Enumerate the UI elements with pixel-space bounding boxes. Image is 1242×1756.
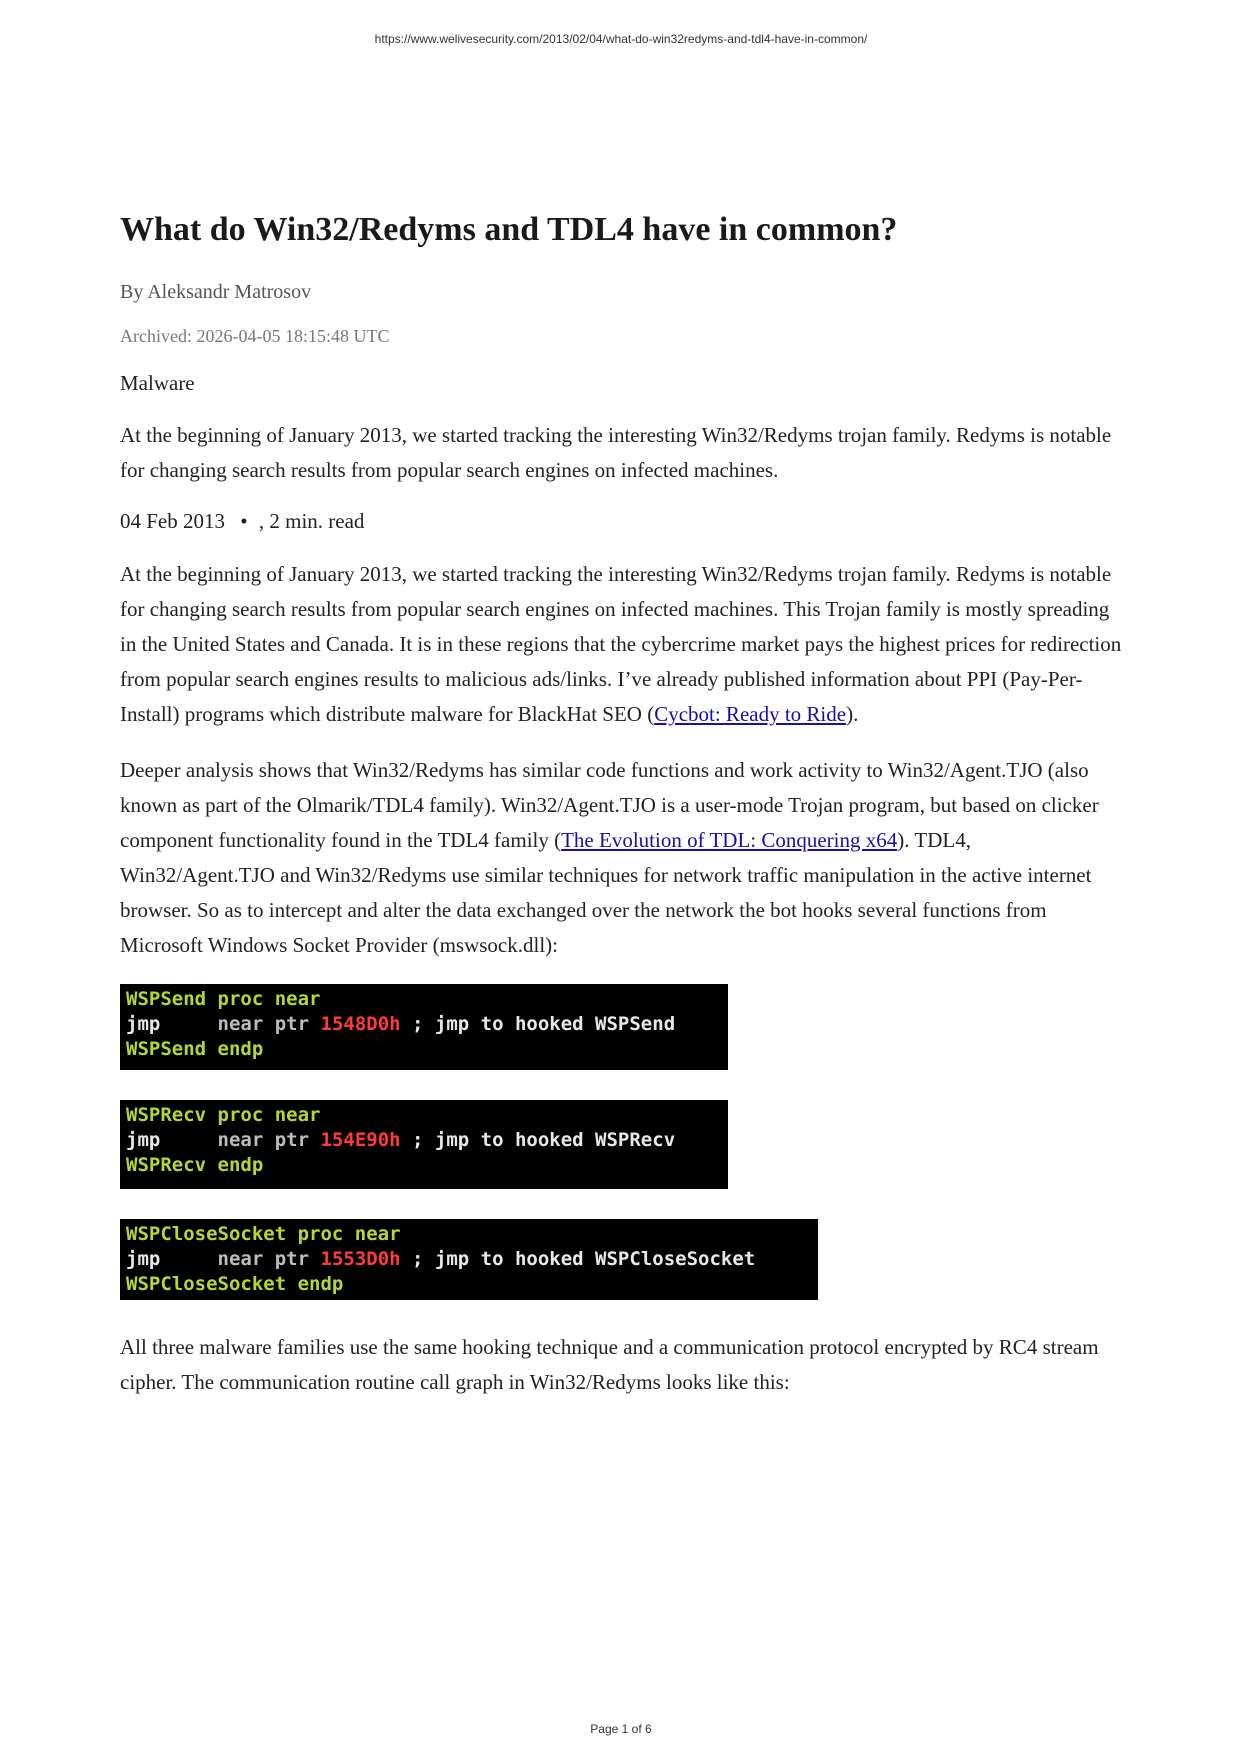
code-screenshot-wsprecv [120, 1100, 728, 1189]
code-line: WSPCloseSocket endp [126, 1272, 344, 1295]
paragraph-text: At the beginning of January 2013, we started tracking the interesting Win32/Redyms trojan family. Redyms is notable for changing search results from popular search engines on infected machines. This Trojan family is mostly spreading in the United States and Canada. It is in these regions that the cybercrime market pays the highest prices for redirection from popular search engines results to malicious ads/links. I’ve already published information about PPI (Pay-Per-Install) programs which distribute malware for BlackHat SEO ( [120, 561, 1122, 726]
code-comment: ; jmp to hooked WSPSend [412, 1012, 676, 1035]
page-url: https://www.welivesecurity.com/2013/02/04/what-do-win32redyms-and-tdl4-have-in-common/ [374, 32, 868, 46]
page-number: Page 1 of 6 [590, 1722, 652, 1736]
code-comment: ; jmp to hooked WSPCloseSocket [412, 1247, 756, 1270]
meta-separator: • [240, 508, 248, 533]
code-operand: near ptr [217, 1128, 310, 1151]
tdl-evolution-link[interactable]: The Evolution of TDL: Conquering x64 [561, 827, 898, 852]
archived-timestamp: Archived: 2026-04-05 18:15:48 UTC [120, 325, 390, 346]
article-meta [120, 509, 1130, 534]
paragraph-text: ). TDL4, Win32/Agent.TJO and Win32/Redyms use similar techniques for network traffic manipulation in the active internet browser. So as to intercept and alter the data exchanged over the network the bot hooks several functions from Microsoft Windows Socket Provider (mswsock.dll): [120, 827, 1092, 957]
paragraph-text: ). [846, 701, 859, 726]
code-address: 154E90h [320, 1128, 401, 1151]
code-address: 1548D0h [320, 1012, 401, 1035]
publish-date: 04 Feb 2013 [120, 508, 225, 533]
code-line: WSPRecv proc near [126, 1103, 321, 1126]
code-address: 1553D0h [320, 1247, 401, 1270]
article [120, 210, 1130, 1421]
paragraph-intro [120, 557, 1130, 732]
code-line: WSPRecv endp [126, 1153, 264, 1176]
code-line: WSPSend proc near [126, 987, 321, 1010]
paragraph-call-graph: All three malware families use the same hooking technique and a communication protocol encrypted by RC4 stream cipher. The communication routine call graph in Win32/Redyms looks like this: [120, 1334, 1099, 1394]
code-opcode: jmp [126, 1128, 161, 1151]
read-time: , 2 min. read [258, 508, 365, 533]
paragraph-text: Deeper analysis shows that Win32/Redyms has similar code functions and work activity to Win32/Agent.TJO (also known as part of the Olmarik/TDL4 family). Win32/Agent.TJO is a user-mode Trojan program, but based on clicker component functionality found in the TDL4 family ( [120, 757, 1099, 852]
code-comment: ; jmp to hooked WSPRecv [412, 1128, 676, 1151]
code-line: WSPCloseSocket proc near [126, 1222, 401, 1245]
code-opcode: jmp [126, 1247, 161, 1270]
article-title: What do Win32/Redyms and TDL4 have in common? [120, 211, 898, 248]
code-line: WSPSend endp [126, 1037, 264, 1060]
code-screenshot-wspsend [120, 984, 728, 1070]
byline: By Aleksandr Matrosov [120, 280, 312, 303]
code-operand: near ptr [217, 1247, 310, 1270]
paragraph-analysis [120, 753, 1130, 963]
code-opcode: jmp [126, 1012, 161, 1035]
code-operand: near ptr [217, 1012, 310, 1035]
category-label: Malware [120, 370, 195, 395]
code-screenshot-wspclosesocket [120, 1219, 818, 1300]
article-summary: At the beginning of January 2013, we started tracking the interesting Win32/Redyms trojan family. Redyms is notable for changing search results from popular search engines on infected machines. [120, 422, 1112, 482]
cycbot-link[interactable]: Cycbot: Ready to Ride [654, 701, 847, 726]
